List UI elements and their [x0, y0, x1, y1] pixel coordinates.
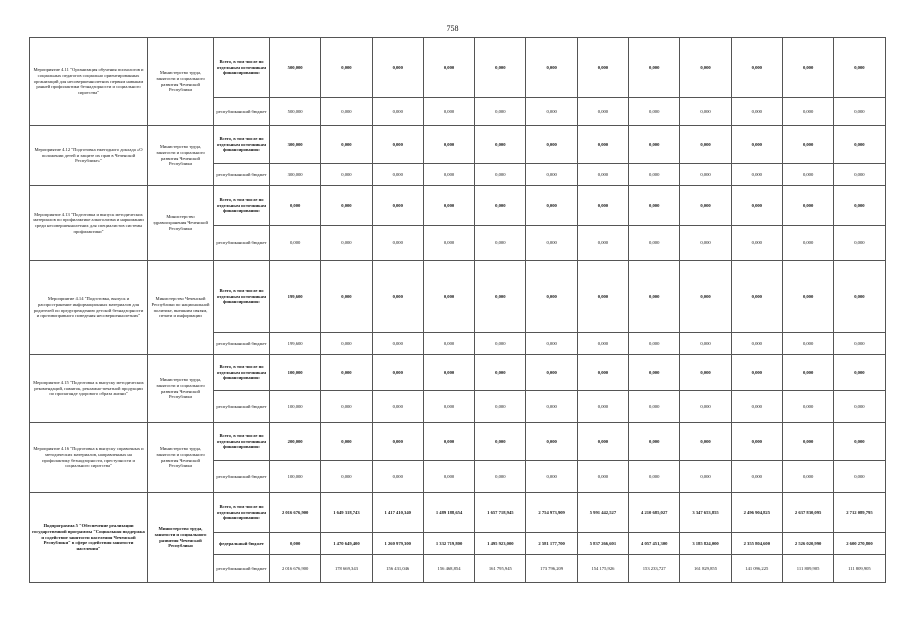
amount-cell: 3 185 824,000	[680, 533, 731, 555]
amount-cell: 0,000	[577, 261, 628, 333]
amount-cell: 141 096,225	[731, 555, 782, 583]
amount-cell: 0,000	[321, 186, 372, 226]
amount-cell: 0,000	[782, 423, 833, 461]
amount-cell: 0,000	[782, 186, 833, 226]
funding-source: Всего, в том числе по отдельным источникам финансирования:	[214, 261, 270, 333]
amount-cell: 1 489 188,654	[423, 493, 474, 533]
amount-cell: 0,000	[475, 423, 526, 461]
amount-cell: 0,000	[577, 38, 628, 98]
amount-cell: 0,000	[372, 126, 423, 164]
amount-cell: 0,000	[423, 164, 474, 186]
amount-cell: 0,000	[526, 461, 577, 493]
amount-cell: 0,000	[270, 226, 321, 261]
amount-cell: 0,000	[834, 164, 885, 186]
amount-cell: 0,000	[423, 461, 474, 493]
amount-cell: 0,000	[834, 98, 885, 126]
amount-cell: 0,000	[731, 261, 782, 333]
amount-cell: 0,000	[321, 261, 372, 333]
amount-cell: 0,000	[834, 461, 885, 493]
amount-cell: 0,000	[782, 126, 833, 164]
amount-cell: 0,000	[629, 226, 680, 261]
amount-cell: 0,000	[475, 355, 526, 391]
amount-cell: 0,000	[423, 226, 474, 261]
funding-source: республиканский бюджет	[214, 333, 270, 355]
amount-cell: 1 260 979,300	[372, 533, 423, 555]
page-number: 758	[446, 24, 459, 33]
table-row	[30, 355, 886, 391]
amount-cell: 0,000	[731, 391, 782, 423]
amount-cell: 0,000	[423, 261, 474, 333]
amount-cell: 0,000	[680, 423, 731, 461]
amount-cell: 0,000	[629, 423, 680, 461]
amount-cell: 0,000	[372, 423, 423, 461]
amount-cell: 0,000	[731, 126, 782, 164]
amount-cell: 156 431,046	[372, 555, 423, 583]
amount-cell: 2 600 270,800	[834, 533, 885, 555]
amount-cell: 2 712 089,795	[834, 493, 885, 533]
amount-cell: 0,000	[577, 186, 628, 226]
amount-cell: 0,000	[526, 98, 577, 126]
amount-cell: 2 637 830,095	[782, 493, 833, 533]
amount-cell: 0,000	[629, 355, 680, 391]
amount-cell: 0,000	[834, 355, 885, 391]
amount-cell: 0,000	[680, 391, 731, 423]
amount-cell: 0,000	[680, 126, 731, 164]
amount-cell: 0,000	[629, 126, 680, 164]
amount-cell: 0,000	[834, 333, 885, 355]
amount-cell: 0,000	[577, 355, 628, 391]
amount-cell: 0,000	[321, 391, 372, 423]
amount-cell: 0,000	[321, 423, 372, 461]
amount-cell: 0,000	[731, 226, 782, 261]
amount-cell: 0,000	[526, 391, 577, 423]
amount-cell: 0,000	[526, 38, 577, 98]
amount-cell: 0,000	[423, 391, 474, 423]
amount-cell: 0,000	[731, 355, 782, 391]
amount-cell: 0,000	[680, 98, 731, 126]
measure-name: Мероприятие 4.13 "Подготовка и выпуск методических материалов по профилактике алкоголизма и наркомании среди несовершеннолетних для специалистов системы профилактики"	[30, 186, 148, 261]
amount-cell: 0,000	[372, 164, 423, 186]
amount-cell: 0,000	[423, 333, 474, 355]
amount-cell: 0,000	[782, 333, 833, 355]
amount-cell: 0,000	[577, 391, 628, 423]
amount-cell: 0,000	[629, 98, 680, 126]
amount-cell: 0,000	[731, 38, 782, 98]
funding-source: Всего, в том числе по отдельным источникам финансирования:	[214, 355, 270, 391]
table-row	[30, 126, 886, 164]
amount-cell: 0,000	[423, 186, 474, 226]
amount-cell: 2 496 904,825	[731, 493, 782, 533]
measure-name: Мероприятие 4.14 "Подготовка, выпуск и распространение информационных материалов для родителей по предупреждению детской безнадзорности и противоправного поведения несовершеннолетних"	[30, 261, 148, 355]
amount-cell: 0,000	[372, 186, 423, 226]
amount-cell: 0,000	[372, 98, 423, 126]
amount-cell: 0,000	[680, 355, 731, 391]
amount-cell: 0,000	[526, 261, 577, 333]
table-row	[30, 38, 886, 98]
amount-cell: 0,000	[577, 164, 628, 186]
amount-cell: 0,000	[680, 38, 731, 98]
amount-cell: 0,000	[782, 98, 833, 126]
amount-cell: 0,000	[782, 355, 833, 391]
amount-cell: 0,000	[577, 226, 628, 261]
amount-cell: 0,000	[526, 186, 577, 226]
amount-cell: 0,000	[321, 98, 372, 126]
amount-cell: 111 809,905	[834, 555, 885, 583]
amount-cell: 0,000	[423, 38, 474, 98]
amount-cell: 154 175,926	[577, 555, 628, 583]
amount-cell: 0,000	[475, 186, 526, 226]
funding-source: республиканский бюджет	[214, 555, 270, 583]
amount-cell: 5 991 442,527	[577, 493, 628, 533]
amount-cell: 161 829,855	[680, 555, 731, 583]
amount-cell: 0,000	[629, 186, 680, 226]
amount-cell: 0,000	[372, 333, 423, 355]
executor-name: Министерство труда, занятости и социального развития Чеченской Республики	[148, 423, 214, 493]
amount-cell: 0,000	[526, 423, 577, 461]
amount-cell: 178 669,343	[321, 555, 372, 583]
budget-table	[29, 37, 886, 583]
amount-cell: 0,000	[731, 333, 782, 355]
funding-source: Всего, в том числе по отдельным источникам финансирования:	[214, 126, 270, 164]
amount-cell: 3 347 653,855	[680, 493, 731, 533]
executor-name: Министерство труда, занятости и социального развития Чеченской Республики	[148, 355, 214, 423]
amount-cell: 500,000	[270, 38, 321, 98]
amount-cell: 0,000	[321, 38, 372, 98]
amount-cell: 0,000	[577, 98, 628, 126]
amount-cell: 0,000	[526, 333, 577, 355]
executor-name: Министерство труда, занятости и социального развития Чеченской Республики	[148, 38, 214, 126]
table-row	[30, 261, 886, 333]
amount-cell: 0,000	[680, 186, 731, 226]
amount-cell: 0,000	[321, 164, 372, 186]
executor-name: Министерство Чеченской Республики по национальной политике, внешним связям, печати и информации	[148, 261, 214, 355]
executor-name: Министерство труда, занятости и социального развития Чеченской Республики	[148, 493, 214, 583]
amount-cell: 0,000	[731, 461, 782, 493]
amount-cell: 0,000	[372, 261, 423, 333]
amount-cell: 0,000	[782, 461, 833, 493]
funding-source: республиканский бюджет	[214, 164, 270, 186]
amount-cell: 0,000	[577, 126, 628, 164]
funding-source: республиканский бюджет	[214, 226, 270, 261]
amount-cell: 0,000	[629, 38, 680, 98]
amount-cell: 100,000	[270, 461, 321, 493]
amount-cell: 0,000	[782, 226, 833, 261]
funding-source: республиканский бюджет	[214, 391, 270, 423]
amount-cell: 200,000	[270, 423, 321, 461]
amount-cell: 0,000	[372, 461, 423, 493]
amount-cell: 0,000	[526, 164, 577, 186]
amount-cell: 0,000	[834, 261, 885, 333]
funding-source: Всего, в том числе по отдельным источникам финансирования:	[214, 423, 270, 461]
amount-cell: 111 809,905	[782, 555, 833, 583]
amount-cell: 0,000	[577, 423, 628, 461]
amount-cell: 156 468,854	[423, 555, 474, 583]
funding-source: республиканский бюджет	[214, 98, 270, 126]
amount-cell: 0,000	[423, 98, 474, 126]
amount-cell: 4 057 451,300	[629, 533, 680, 555]
amount-cell: 2 526 020,990	[782, 533, 833, 555]
amount-cell: 0,000	[475, 333, 526, 355]
executor-name: Министерство здравоохранения Чеченской Республики	[148, 186, 214, 261]
amount-cell: 0,000	[423, 126, 474, 164]
amount-cell: 2 355 804,600	[731, 533, 782, 555]
measure-name: Мероприятие 4.16 "Подготовка к выпуску справочных и методических материалов, направленных на профилактику безнадзорности, преступности и социального сиротства"	[30, 423, 148, 493]
amount-cell: 0,000	[321, 461, 372, 493]
funding-source: республиканский бюджет	[214, 461, 270, 493]
amount-cell: 0,000	[680, 261, 731, 333]
amount-cell: 0,000	[270, 186, 321, 226]
amount-cell: 0,000	[475, 126, 526, 164]
amount-cell: 500,000	[270, 98, 321, 126]
table-row	[30, 423, 886, 461]
amount-cell: 0,000	[577, 333, 628, 355]
amount-cell: 0,000	[680, 226, 731, 261]
amount-cell: 2 581 177,700	[526, 533, 577, 555]
amount-cell: 0,000	[680, 461, 731, 493]
amount-cell: 0,000	[731, 164, 782, 186]
amount-cell: 0,000	[475, 98, 526, 126]
amount-cell: 0,000	[731, 186, 782, 226]
amount-cell: 0,000	[834, 423, 885, 461]
amount-cell: 0,000	[475, 461, 526, 493]
amount-cell: 0,000	[372, 38, 423, 98]
amount-cell: 199,600	[270, 333, 321, 355]
measure-name: Мероприятие 4.11 "Организация обучения психологов и социальных педагогов социально ориентированных организаций для несовершеннолетних первым навыкам ранней профилактики безнадзорности и социального сиротства"	[30, 38, 148, 126]
amount-cell: 0,000	[680, 164, 731, 186]
amount-cell: 173 796,209	[526, 555, 577, 583]
amount-cell: 1 495 923,000	[475, 533, 526, 555]
amount-cell: 0,000	[423, 355, 474, 391]
amount-cell: 4 210 685,027	[629, 493, 680, 533]
amount-cell: 0,000	[321, 355, 372, 391]
amount-cell: 0,000	[782, 38, 833, 98]
amount-cell: 1 649 318,743	[321, 493, 372, 533]
amount-cell: 0,000	[629, 461, 680, 493]
executor-name: Министерство труда, занятости и социального развития Чеченской Республики	[148, 126, 214, 186]
funding-source: Всего, в том числе по отдельным источникам финансирования:	[214, 38, 270, 98]
funding-source: Всего, в том числе по отдельным источникам финансирования:	[214, 186, 270, 226]
amount-cell: 0,000	[475, 164, 526, 186]
amount-cell: 1 332 719,800	[423, 533, 474, 555]
subprogram-name: Подпрограмма 5 "Обеспечение реализации государственной программы "Социальная поддержка и содействие занятости населения Чеченской Республики" в сфере содействия занятости населения"	[30, 493, 148, 583]
amount-cell: 0,000	[782, 164, 833, 186]
amount-cell: 1 470 649,400	[321, 533, 372, 555]
amount-cell: 0,000	[475, 38, 526, 98]
amount-cell: 0,000	[731, 98, 782, 126]
amount-cell: 0,000	[629, 333, 680, 355]
amount-cell: 300,000	[270, 126, 321, 164]
amount-cell: 0,000	[577, 461, 628, 493]
amount-cell: 100,000	[270, 355, 321, 391]
amount-cell: 0,000	[270, 533, 321, 555]
amount-cell: 0,000	[629, 391, 680, 423]
amount-cell: 153 233,727	[629, 555, 680, 583]
amount-cell: 0,000	[321, 333, 372, 355]
amount-cell: 0,000	[372, 355, 423, 391]
amount-cell: 0,000	[782, 261, 833, 333]
measure-name: Мероприятие 4.15 "Подготовка к выпуску методических рекомендаций, памяток, рекламно-печатной продукции по пропаганде здорового образа жизни"	[30, 355, 148, 423]
amount-cell: 0,000	[372, 391, 423, 423]
amount-cell: 0,000	[475, 391, 526, 423]
funding-source: Всего, в том числе по отдельным источникам финансирования:	[214, 493, 270, 533]
amount-cell: 0,000	[629, 164, 680, 186]
amount-cell: 0,000	[526, 355, 577, 391]
amount-cell: 0,000	[782, 391, 833, 423]
funding-source: федеральный бюджет	[214, 533, 270, 555]
subprogram-row	[30, 493, 886, 533]
amount-cell: 0,000	[423, 423, 474, 461]
amount-cell: 0,000	[526, 226, 577, 261]
amount-cell: 1 657 718,945	[475, 493, 526, 533]
amount-cell: 0,000	[834, 391, 885, 423]
amount-cell: 0,000	[629, 261, 680, 333]
amount-cell: 1 417 410,340	[372, 493, 423, 533]
amount-cell: 0,000	[834, 126, 885, 164]
table-row	[30, 186, 886, 226]
amount-cell: 161 795,945	[475, 555, 526, 583]
amount-cell: 199,600	[270, 261, 321, 333]
amount-cell: 0,000	[321, 126, 372, 164]
amount-cell: 0,000	[475, 226, 526, 261]
amount-cell: 0,000	[526, 126, 577, 164]
measure-name: Мероприятие 4.12 "Подготовка ежегодного доклада «О положении детей и защите их прав в Чеченской Республике»"	[30, 126, 148, 186]
amount-cell: 0,000	[834, 226, 885, 261]
amount-cell: 0,000	[372, 226, 423, 261]
amount-cell: 2 016 676,900	[270, 493, 321, 533]
amount-cell: 0,000	[680, 333, 731, 355]
amount-cell: 2 754 973,909	[526, 493, 577, 533]
amount-cell: 0,000	[321, 226, 372, 261]
amount-cell: 0,000	[834, 38, 885, 98]
amount-cell: 5 837 266,601	[577, 533, 628, 555]
amount-cell: 2 016 676,900	[270, 555, 321, 583]
amount-cell: 0,000	[731, 423, 782, 461]
amount-cell: 300,000	[270, 164, 321, 186]
amount-cell: 0,000	[475, 261, 526, 333]
amount-cell: 100,000	[270, 391, 321, 423]
amount-cell: 0,000	[834, 186, 885, 226]
